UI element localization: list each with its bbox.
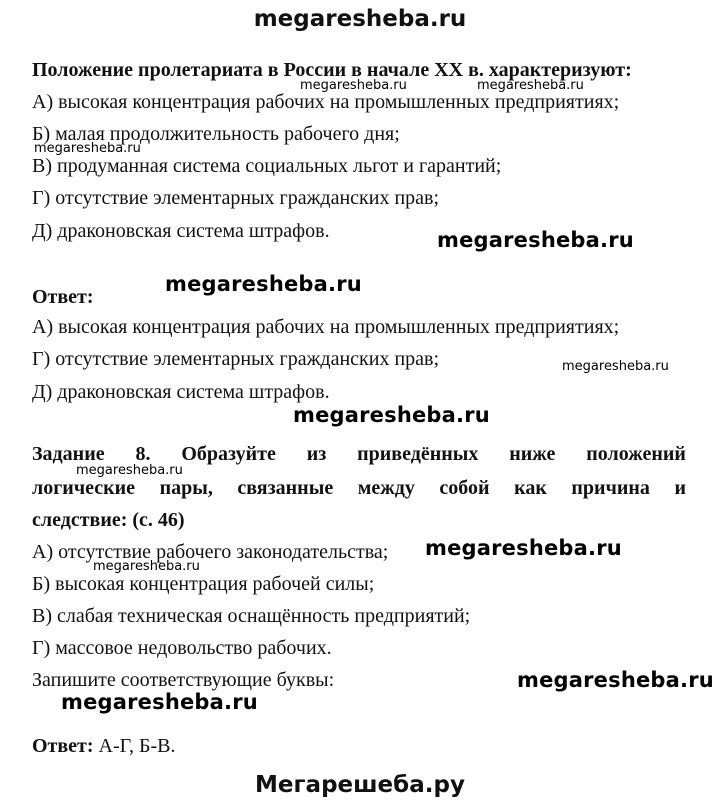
answer-2 <box>32 734 175 758</box>
header-site-watermark: megaresheba.ru <box>253 6 467 32</box>
task-8-word: ниже <box>509 443 556 465</box>
task-8-option-g: Г) массовое недовольство рабочих. <box>32 637 332 659</box>
answer-1-item-g: Г) отсутствие элементарных гражданских прав; <box>32 348 440 370</box>
task-8-option-b: Б) высокая концентрация рабочей силы; <box>32 573 375 595</box>
watermark-small: megaresheba.ru <box>76 463 183 478</box>
task-8-word: положений <box>586 443 686 465</box>
footer-site-watermark: Мегарешеба.ру <box>255 772 465 798</box>
question-1-option-b: Б) малая продолжительность рабочего дня; <box>32 123 400 145</box>
answer-1-item-d: Д) драконовская система штрафов. <box>32 381 330 403</box>
task-8-word: 8. <box>135 443 151 465</box>
task-8-word: логические <box>32 477 136 499</box>
task-8-heading-line-2 <box>32 476 686 500</box>
answer-2-label: Ответ: <box>32 735 94 757</box>
task-8-heading-line-3: следствие: (с. 46) <box>32 509 185 531</box>
watermark-big: megaresheba.ru <box>437 228 634 252</box>
watermark-big: megaresheba.ru <box>425 536 622 560</box>
watermark-small: megaresheba.ru <box>562 359 669 374</box>
watermark-big: megaresheba.ru <box>165 272 362 296</box>
question-1-option-a: А) высокая концентрация рабочих на промышленных предприятиях; <box>32 91 620 113</box>
question-1-title: Положение пролетариата в России в начале XX в. характеризуют: <box>32 59 632 81</box>
question-1-option-g: Г) отсутствие элементарных гражданских прав; <box>32 187 440 209</box>
answer-1-label: Ответ: <box>32 286 94 308</box>
question-1-option-d: Д) драконовская система штрафов. <box>32 220 330 242</box>
task-8-option-v: В) слабая техническая оснащённость предприятий; <box>32 605 471 627</box>
task-8-instruction: Запишите соответствующие буквы: <box>32 669 335 691</box>
task-8-word: пары, <box>159 477 213 499</box>
watermark-big: megaresheba.ru <box>293 403 490 427</box>
task-8-word: Образуйте <box>181 443 276 465</box>
answer-2-value: А-Г, Б-В. <box>98 735 176 757</box>
task-8-word: из <box>306 443 327 465</box>
task-8-word: приведённых <box>357 443 479 465</box>
task-8-option-a: А) отсутствие рабочего законодательства; <box>32 541 389 563</box>
watermark-big: megaresheba.ru <box>517 668 714 692</box>
watermark-big: megaresheba.ru <box>61 690 258 714</box>
question-1-option-v: В) продуманная система социальных льгот и гарантий; <box>32 155 502 177</box>
task-8-word: собой <box>439 477 490 499</box>
task-8-word: связанные <box>237 477 334 499</box>
answer-1-item-a: А) высокая концентрация рабочих на промышленных предприятиях; <box>32 316 620 338</box>
task-8-word: Задание <box>32 443 105 465</box>
task-8-word: как <box>514 477 547 499</box>
watermark-small: megaresheba.ru <box>300 78 407 93</box>
watermark-small: megaresheba.ru <box>477 78 584 93</box>
task-8-word: между <box>357 477 415 499</box>
watermark-small: megaresheba.ru <box>93 559 200 574</box>
watermark-small: megaresheba.ru <box>34 141 141 156</box>
task-8-word: причина <box>571 477 650 499</box>
task-8-word: и <box>674 477 686 499</box>
